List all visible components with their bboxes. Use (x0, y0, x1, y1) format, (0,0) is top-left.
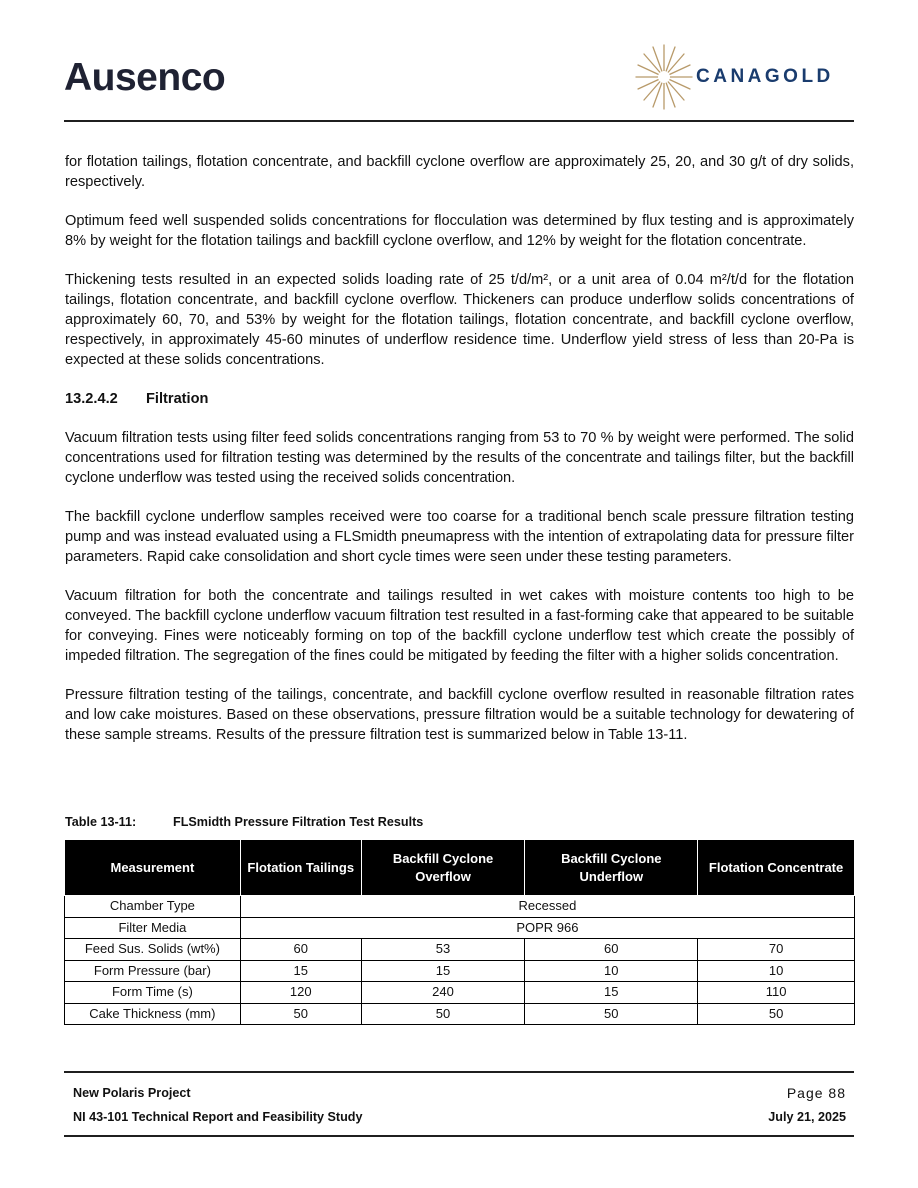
column-header: Measurement (65, 840, 241, 896)
footer-date: July 21, 2025 (768, 1110, 846, 1124)
table-cell: 15 (240, 960, 361, 982)
table-caption (65, 815, 423, 829)
column-header: Backfill Cyclone Underflow (525, 840, 698, 896)
section-title: Filtration (146, 391, 209, 407)
table-header-row (65, 840, 855, 896)
table-cell: 110 (698, 982, 855, 1004)
row-label: Filter Media (65, 917, 241, 939)
row-label: Chamber Type (65, 896, 241, 918)
table-cell: 70 (698, 939, 855, 961)
footer-page-number: Page 88 (786, 1085, 846, 1101)
table-row (65, 960, 855, 982)
sunburst-icon (634, 42, 694, 112)
table-cell: 50 (698, 1003, 855, 1025)
results-table (64, 839, 855, 1025)
row-label: Form Time (s) (65, 982, 241, 1004)
table-cell: 15 (361, 960, 525, 982)
paragraph: for flotation tailings, flotation concentrate, and backfill cyclone overflow are approximately 25, 20, and 30 g/t of dry solids, respectively. (65, 154, 854, 190)
table-caption-title: FLSmidth Pressure Filtration Test Results (173, 815, 424, 829)
paragraph: Pressure filtration testing of the tailings, concentrate, and backfill cyclone overflow resulted in reasonable filtration rates and low cake moistures. Based on these observations, pressure filtration would be a suitable technology for dewatering of these sample streams. Results of the pressure filtration test is summarized below in Table 13-11. (65, 687, 854, 743)
paragraph: The backfill cyclone underflow samples received were too coarse for a traditional bench scale pressure filtration testing pump and was instead evaluated using a FLSmidth pneumapress with the intention of extrapolating data for pressure filter parameters. Rapid cake consolidation and short cycle times were seen under these testing parameters. (65, 509, 854, 565)
row-label: Cake Thickness (mm) (65, 1003, 241, 1025)
paragraph: Thickening tests resulted in an expected solids loading rate of 25 t/d/m², or a unit area of 0.04 m²/t/d for the flotation tailings, flotation concentrate, and backfill cyclone overflow. Thickeners can produce underflow solids concentrations of approximately 60, 70, and 53% by weight for the flotation tailings, flotation concentrate, and backfill cyclone overflow, respectively, in approximately 45-60 minutes of underflow residence time. Underflow yield stress of less than 20-Pa is expected at these solids concentrations. (65, 272, 854, 368)
table-row (65, 939, 855, 961)
ausenco-logo (64, 56, 225, 100)
body-content (65, 152, 854, 764)
paragraph: Optimum feed well suspended solids concentrations for flocculation was determined by flux testing and is approximately 8% by weight for the flotation tailings and backfill cyclone overflow, and 12% by weight for the flotation concentrate. (65, 213, 854, 249)
header-rule (64, 120, 854, 122)
ausenco-logo-text: Ausenco (64, 56, 226, 99)
table-cell: 240 (361, 982, 525, 1004)
merged-cell: Recessed (240, 896, 854, 918)
table-cell: 50 (361, 1003, 525, 1025)
table-cell: 10 (525, 960, 698, 982)
row-label: Feed Sus. Solids (wt%) (65, 939, 241, 961)
paragraph: Vacuum filtration tests using filter feed solids concentrations ranging from 53 to 70 % by weight were performed. The solid concentrations used for filtration testing was determined by the results of the concentrate and tailings filter, but the backfill cyclone underflow was tested using the received solids concentration. (65, 430, 854, 486)
paragraph: Vacuum filtration for both the concentrate and tailings resulted in wet cakes with moisture contents too high to be conveyed. The backfill cyclone underflow vacuum filtration test resulted in a fast-forming cake that appeared to be suitable for conveying. Fines were noticeably forming on top of the backfill cyclone underflow test which create the possibly of impeded filtration. The segregation of the fines could be mitigated by feeding the filter with a higher solids concentration. (65, 588, 854, 664)
table-cell: 120 (240, 982, 361, 1004)
section-heading (65, 389, 854, 409)
row-label: Form Pressure (bar) (65, 960, 241, 982)
table-row (65, 896, 855, 918)
column-header: Flotation Concentrate (698, 840, 855, 896)
merged-cell: POPR 966 (240, 917, 854, 939)
table-cell: 50 (525, 1003, 698, 1025)
table-cell: 60 (240, 939, 361, 961)
table-cell: 60 (525, 939, 698, 961)
column-header: Flotation Tailings (240, 840, 361, 896)
table-row (65, 982, 855, 1004)
table-cell: 15 (525, 982, 698, 1004)
table-caption-number: Table 13-11: (65, 815, 137, 829)
page-header (64, 36, 854, 122)
table-cell: 10 (698, 960, 855, 982)
table-row (65, 1003, 855, 1025)
footer-project: New Polaris Project (73, 1086, 191, 1100)
footer-report-title: NI 43-101 Technical Report and Feasibility Study (73, 1110, 363, 1124)
table-cell: 53 (361, 939, 525, 961)
table-cell: 50 (240, 1003, 361, 1025)
column-header: Backfill Cyclone Overflow (361, 840, 525, 896)
footer-rule-top (64, 1071, 854, 1073)
table-row (65, 917, 855, 939)
footer-rule-bottom (64, 1135, 854, 1137)
canagold-logo-text: CANAGOLD (696, 66, 834, 87)
section-number: 13.2.4.2 (65, 391, 118, 407)
canagold-logo (634, 42, 846, 112)
